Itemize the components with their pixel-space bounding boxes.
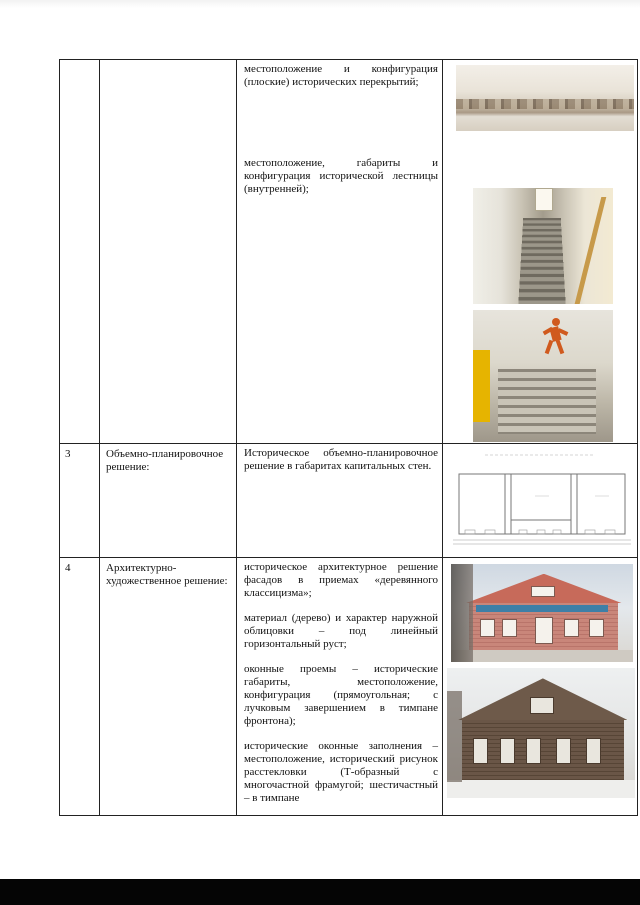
house-side-photo (447, 668, 635, 798)
ceiling-photo (456, 65, 634, 131)
row-photos (443, 444, 638, 558)
stairs-landing-photo (473, 310, 613, 442)
row-description (237, 444, 443, 558)
scan-edge (0, 0, 640, 8)
paragraph-facades: историческое архитектурное решение фасадов в приемах «деревянного классицизма»; (244, 561, 438, 599)
row-label: Объемно-планировочное решение: (100, 444, 237, 558)
scan-bottom-bar (0, 879, 640, 905)
table-row-4 (60, 558, 638, 816)
paragraph-volume-planning: Историческое объемно-планировочное решение в габаритах капитальных стен. (244, 447, 438, 472)
row-label (100, 60, 237, 444)
paragraph-ceilings: местоположение и конфигурация (плоские) исторических перекрытий; (244, 63, 438, 88)
row-description (237, 558, 443, 816)
row-number: 4 (60, 558, 100, 816)
stairs-photo (473, 188, 613, 304)
table-row-3 (60, 444, 638, 558)
floor-plan-drawing (445, 446, 635, 554)
paragraph-window-fillings: исторические оконные заполнения – местоположение, исторический рисунок расстекловки (Т-образный с многочастной фрамугой; шестичастный – в тимпане (244, 740, 438, 804)
row-description (237, 60, 443, 444)
paragraph-window-openings: оконные проемы – исторические габариты, местоположение, конфигурация (прямоугольная; с лучковым завершением в тимпане фронтона); (244, 663, 438, 727)
row-label: Архитектурно-художественное решение: (100, 558, 237, 816)
monument-protection-table (59, 59, 638, 816)
row-photos (443, 558, 638, 816)
row-number (60, 60, 100, 444)
paragraph-cladding: материал (дерево) и характер наружной облицовки – под линейный горизонтальный руст; (244, 612, 438, 650)
house-facade-photo (451, 564, 633, 662)
table-row-continuation (60, 60, 638, 444)
paragraph-staircase: местоположение, габариты и конфигурация исторической лестницы (внутренней); (244, 157, 438, 195)
row-photos (443, 60, 638, 444)
row-number: 3 (60, 444, 100, 558)
